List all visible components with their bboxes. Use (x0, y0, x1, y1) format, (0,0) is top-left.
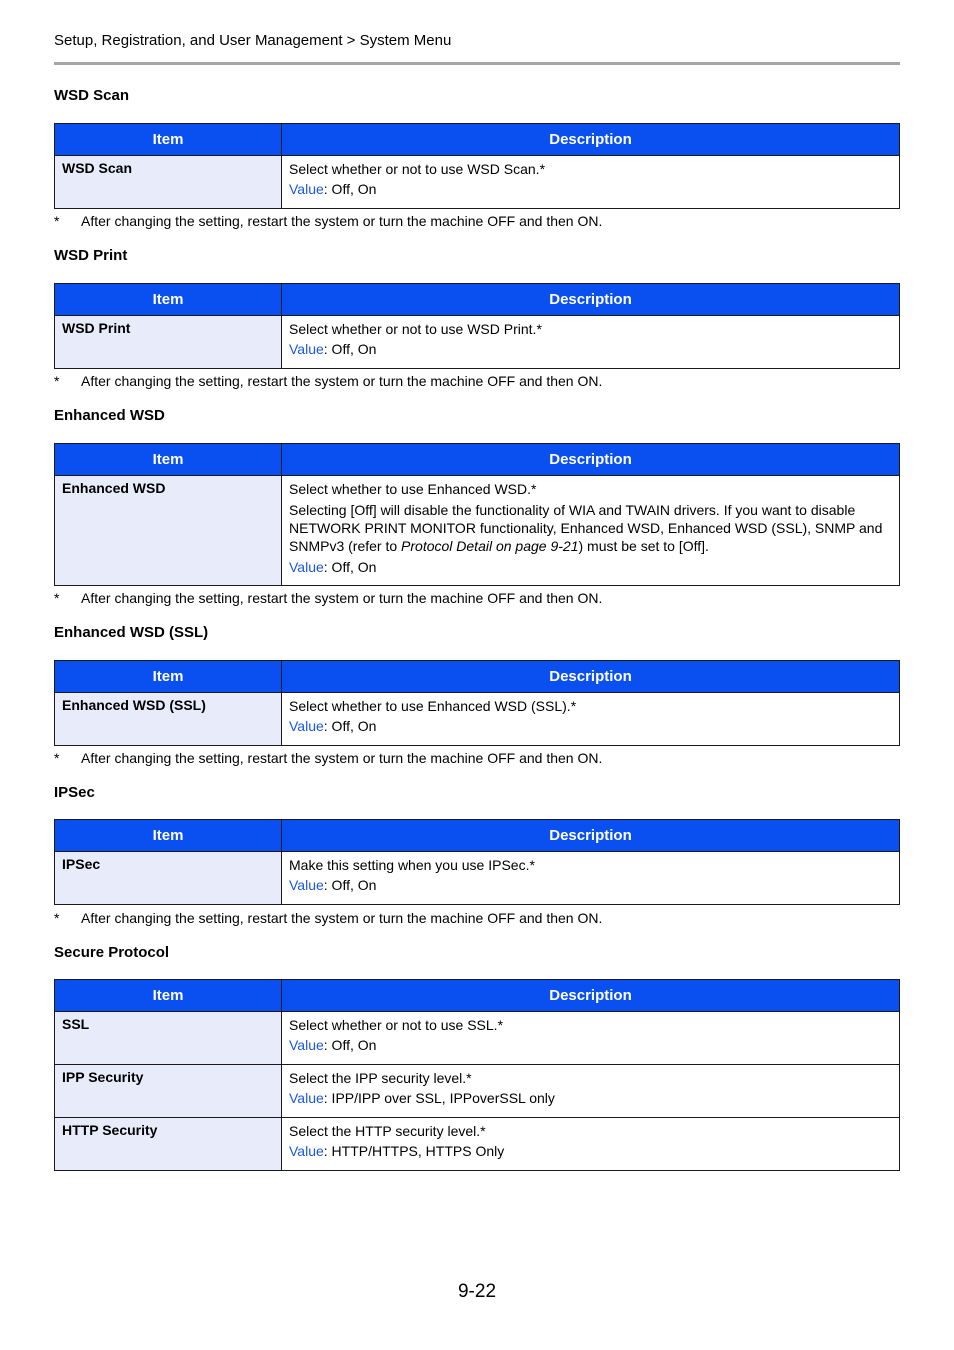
column-header-description: Description (282, 124, 900, 156)
value-line (289, 557, 892, 577)
table-row (55, 316, 900, 369)
item-name: Enhanced WSD (55, 476, 282, 586)
value-options: : Off, On (323, 341, 377, 357)
header-divider (54, 62, 900, 65)
table-row (55, 852, 900, 905)
item-name: WSD Print (55, 316, 282, 369)
section-title: Enhanced WSD (SSL) (54, 624, 209, 641)
item-description (282, 1012, 900, 1065)
footnote-text: After changing the setting, restart the system or turn the machine OFF and then ON. (81, 910, 603, 926)
table-header-row (55, 124, 900, 156)
value-label: Value (289, 1143, 324, 1159)
section-title: Enhanced WSD (54, 407, 165, 424)
table-row (55, 693, 900, 746)
settings-table (54, 660, 900, 746)
value-label: Value (289, 718, 324, 734)
section-wsd-print (54, 247, 900, 389)
table-row (55, 156, 900, 209)
value-label: Value (289, 341, 324, 357)
description-text: Select whether or not to use SSL.* (289, 1017, 504, 1033)
value-line (289, 1035, 892, 1055)
value-line (289, 1141, 892, 1161)
value-line (289, 875, 892, 895)
section-title: WSD Scan (54, 87, 130, 104)
column-header-item: Item (55, 284, 282, 316)
item-name: WSD Scan (55, 156, 282, 209)
value-line (289, 179, 892, 199)
value-options: : Off, On (323, 718, 377, 734)
column-header-description: Description (282, 444, 900, 476)
table-header-row (55, 820, 900, 852)
section-secure-protocol (54, 944, 900, 1159)
footnote-text: After changing the setting, restart the system or turn the machine OFF and then ON. (81, 213, 603, 229)
value-line (289, 716, 892, 736)
value-line (289, 339, 892, 359)
item-name: HTTP Security (55, 1118, 282, 1171)
section-enhanced-wsd-ssl (54, 624, 900, 766)
cross-reference-link[interactable]: Protocol Detail on page 9-21 (401, 538, 579, 554)
item-name: IPP Security (55, 1065, 282, 1118)
column-header-description: Description (282, 980, 900, 1012)
item-description (282, 1118, 900, 1171)
page-number: 9-22 (457, 1281, 497, 1302)
table-row (55, 1118, 900, 1171)
footnote-symbol: * (54, 213, 60, 229)
description-text: Select whether or not to use WSD Scan.* (289, 161, 546, 177)
table-row (55, 1012, 900, 1065)
item-name: Enhanced WSD (SSL) (55, 693, 282, 746)
value-label: Value (289, 1090, 324, 1106)
item-description (282, 693, 900, 746)
section-title: IPSec (54, 784, 95, 801)
value-line (289, 1088, 892, 1108)
item-description (282, 476, 900, 586)
column-header-item: Item (55, 820, 282, 852)
table-header-row (55, 661, 900, 693)
item-description (282, 1065, 900, 1118)
column-header-description: Description (282, 284, 900, 316)
description-text: Select the HTTP security level.* (289, 1123, 486, 1139)
value-label: Value (289, 559, 324, 575)
description-detail (289, 499, 892, 557)
footnote-symbol: * (54, 373, 60, 389)
section-ipsec (54, 784, 900, 926)
table-header-row (55, 284, 900, 316)
footnote (54, 213, 602, 229)
footnote (54, 910, 602, 926)
description-text: Select whether to use Enhanced WSD.* (289, 481, 537, 497)
description-text: Make this setting when you use IPSec.* (289, 857, 535, 873)
table-header-row (55, 444, 900, 476)
table-header-row (55, 980, 900, 1012)
item-description (282, 316, 900, 369)
item-name: SSL (55, 1012, 282, 1065)
footnote (54, 373, 602, 389)
settings-table (54, 123, 900, 209)
section-enhanced-wsd (54, 407, 900, 606)
value-options: : HTTP/HTTPS, HTTPS Only (323, 1143, 505, 1159)
column-header-item: Item (55, 444, 282, 476)
section-title: Secure Protocol (54, 944, 170, 961)
item-description (282, 156, 900, 209)
table-row (55, 1065, 900, 1118)
value-options: : IPP/IPP over SSL, IPPoverSSL only (323, 1090, 555, 1106)
item-name: IPSec (55, 852, 282, 905)
footnote-text: After changing the setting, restart the system or turn the machine OFF and then ON. (81, 373, 603, 389)
footnote-text: After changing the setting, restart the system or turn the machine OFF and then ON. (81, 750, 603, 766)
detail-text: Selecting [Off] will disable the functionality of WIA and TWAIN drivers. If you want to disable NETWORK PRINT MONITOR functionality, Enhanced WSD, Enhanced WSD (SSL), SNMP and SNMPv3 (refer to (289, 502, 883, 554)
settings-table (54, 443, 900, 586)
description-text: Select whether or not to use WSD Print.* (289, 321, 542, 337)
column-header-item: Item (55, 124, 282, 156)
section-wsd-scan (54, 87, 900, 229)
description-text: Select whether to use Enhanced WSD (SSL).* (289, 698, 577, 714)
footnote-symbol: * (54, 910, 60, 926)
column-header-description: Description (282, 661, 900, 693)
item-description (282, 852, 900, 905)
value-label: Value (289, 1037, 324, 1053)
value-label: Value (289, 877, 324, 893)
table-row (55, 476, 900, 586)
footnote-symbol: * (54, 750, 60, 766)
section-title: WSD Print (54, 247, 128, 264)
detail-text-end: ) must be set to [Off]. (578, 538, 709, 554)
footnote (54, 590, 602, 606)
description-text: Select the IPP security level.* (289, 1070, 472, 1086)
value-label: Value (289, 181, 324, 197)
settings-table (54, 819, 900, 905)
column-header-item: Item (55, 661, 282, 693)
column-header-description: Description (282, 820, 900, 852)
settings-table (54, 283, 900, 369)
footnote-text: After changing the setting, restart the system or turn the machine OFF and then ON. (81, 590, 603, 606)
column-header-item: Item (55, 980, 282, 1012)
breadcrumb: Setup, Registration, and User Management > System Menu (54, 32, 452, 49)
settings-table (54, 979, 900, 1171)
footnote-symbol: * (54, 590, 60, 606)
value-options: : Off, On (323, 181, 377, 197)
value-options: : Off, On (323, 877, 377, 893)
value-options: : Off, On (323, 559, 377, 575)
value-options: : Off, On (323, 1037, 377, 1053)
footnote (54, 750, 602, 766)
